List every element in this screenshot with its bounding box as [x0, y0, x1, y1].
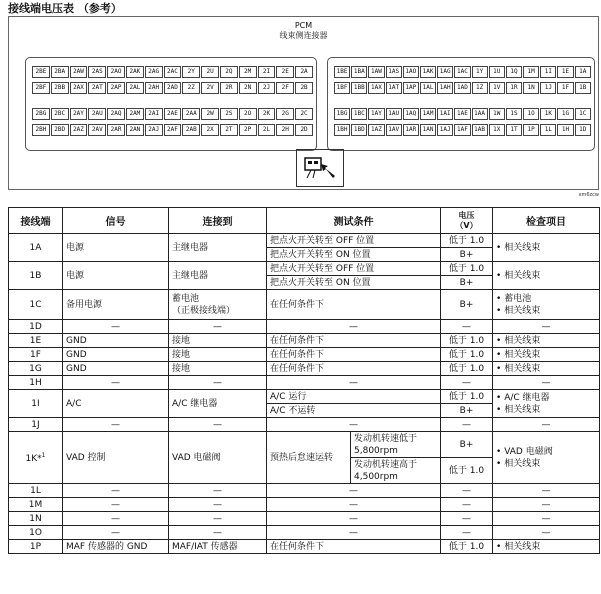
- connector-pin: 1X: [489, 124, 505, 136]
- connector-pin: 1AH: [437, 82, 453, 94]
- connector-pin: 2AH: [145, 82, 163, 94]
- header-voltage-unit: （V）: [455, 220, 478, 230]
- signal-cell: 电源: [63, 234, 169, 262]
- dash-cell: —: [441, 320, 493, 334]
- connector-pin: 2J: [258, 82, 276, 94]
- connector-pin: 1BD: [351, 124, 367, 136]
- condition-cell: 在任何条件下: [267, 540, 441, 554]
- connector-pin: 2AL: [126, 82, 144, 94]
- connected-to-cell: 接地: [169, 348, 267, 362]
- terminal-cell: 1N: [9, 512, 63, 526]
- dash-cell: —: [267, 526, 441, 540]
- connector-pin: 1Q: [506, 66, 522, 78]
- connector-pin: 2BF: [32, 82, 50, 94]
- connector-pin: 1F: [557, 82, 573, 94]
- dash-cell: —: [169, 376, 267, 390]
- terminal-cell: 1O: [9, 526, 63, 540]
- left-connector-block: [25, 57, 317, 151]
- table-row: [9, 290, 600, 320]
- table-row: [9, 498, 600, 512]
- check-cell: • VAD 电磁阀 • 相关线束: [493, 432, 600, 484]
- terminal-cell: 1A: [9, 234, 63, 262]
- signal-cell: VAD 控制: [63, 432, 169, 484]
- connector-pin: 1AB: [472, 124, 488, 136]
- dash-cell: —: [267, 320, 441, 334]
- connector-pin: 2V: [201, 82, 219, 94]
- connector-pin: 1R: [506, 82, 522, 94]
- connector-pin: 2T: [220, 124, 238, 136]
- connector-pin: 2AE: [164, 108, 182, 120]
- connector-pin: 1V: [489, 82, 505, 94]
- connected-to-cell: 接地: [169, 334, 267, 348]
- dash-cell: —: [63, 512, 169, 526]
- connector-pin: 2AS: [88, 66, 106, 78]
- connector-pin: 2K: [258, 108, 276, 120]
- connector-pin: 1AA: [472, 108, 488, 120]
- pin-row: [32, 108, 314, 120]
- voltage-cell: 低于 1.0: [441, 262, 493, 276]
- terminal-cell: 1M: [9, 498, 63, 512]
- pcm-label: [9, 21, 598, 41]
- connector-pin: 2AO: [107, 66, 125, 78]
- connector-pin: 1BF: [334, 82, 350, 94]
- connector-pin: 1AN: [420, 124, 436, 136]
- connector-pin: 1D: [575, 124, 591, 136]
- pin-row: [334, 66, 592, 78]
- connected-to-cell: 蓄电池 （正极接线端）: [169, 290, 267, 320]
- dash-cell: —: [267, 418, 441, 432]
- connector-pin: 2X: [201, 124, 219, 136]
- connector-pin: 1AP: [403, 82, 419, 94]
- voltage-cell: 低于 1.0: [441, 540, 493, 554]
- dash-cell: —: [267, 498, 441, 512]
- connector-pin: 1BG: [334, 108, 350, 120]
- right-connector-block: [327, 57, 595, 151]
- connector-pin: 2P: [239, 124, 257, 136]
- connector-pin: 1T: [506, 124, 522, 136]
- connector-pin: 2AK: [126, 66, 144, 78]
- connector-pin: 1AE: [454, 108, 470, 120]
- dash-cell: —: [493, 498, 600, 512]
- connector-pin: 1AD: [454, 82, 470, 94]
- signal-cell: A/C: [63, 390, 169, 418]
- pin-row: [334, 124, 592, 136]
- connector-pin: 1AL: [420, 82, 436, 94]
- connector-pin: 2AB: [182, 124, 200, 136]
- dash-cell: —: [441, 484, 493, 498]
- voltage-cell: B+: [441, 248, 493, 262]
- table-row: [9, 362, 600, 376]
- signal-cell: GND: [63, 334, 169, 348]
- connector-pin: 2AT: [88, 82, 106, 94]
- dash-cell: —: [63, 526, 169, 540]
- connector-pin: 2BC: [51, 108, 69, 120]
- connector-pin: 2G: [276, 108, 294, 120]
- signal-cell: MAF 传感器的 GND: [63, 540, 169, 554]
- dash-cell: —: [267, 484, 441, 498]
- table-row: [9, 540, 600, 554]
- connector-pin: 2W: [201, 108, 219, 120]
- connector-pin: 2C: [295, 108, 313, 120]
- connector-pin: 2O: [239, 108, 257, 120]
- connector-pin: 1AZ: [368, 124, 384, 136]
- dash-cell: —: [493, 320, 600, 334]
- voltage-cell: 低于 1.0: [441, 234, 493, 248]
- check-cell: • 相关线束: [493, 262, 600, 290]
- dash-cell: —: [169, 512, 267, 526]
- table-row: [9, 390, 600, 404]
- connector-pin: 2AQ: [107, 108, 125, 120]
- connector-pin: 1L: [540, 124, 556, 136]
- connector-pin: 1N: [523, 82, 539, 94]
- table-row: [9, 334, 600, 348]
- header-terminal: 接线端: [9, 208, 63, 234]
- condition-cell: 把点火开关转至 OFF 位置: [267, 262, 441, 276]
- connector-pin: 2S: [220, 108, 238, 120]
- connector-pin: 2D: [295, 124, 313, 136]
- connector-pin: 2AU: [88, 108, 106, 120]
- dash-cell: —: [169, 484, 267, 498]
- voltage-cell: 低于 1.0: [441, 348, 493, 362]
- condition-cell: 在任何条件下: [267, 348, 441, 362]
- condition-cell: 在任何条件下: [267, 334, 441, 348]
- dash-cell: —: [63, 320, 169, 334]
- connector-pin: 2Z: [182, 82, 200, 94]
- dash-cell: —: [63, 498, 169, 512]
- connector-pin: 1W: [489, 108, 505, 120]
- condition-cell: 把点火开关转至 ON 位置: [267, 276, 441, 290]
- connector-pin: 2AD: [164, 82, 182, 94]
- connector-pin: 2E: [276, 66, 294, 78]
- dash-cell: —: [63, 484, 169, 498]
- connector-pin: 2Y: [182, 66, 200, 78]
- connected-to-cell: 主继电器: [169, 234, 267, 262]
- connector-pin: 1Y: [472, 66, 488, 78]
- connector-pin: 1B: [575, 82, 591, 94]
- condition-cell: 发动机转速高于 4,500rpm: [351, 458, 441, 484]
- connector-pin: 2AP: [107, 82, 125, 94]
- connector-pin: 1G: [557, 108, 573, 120]
- dash-cell: —: [493, 376, 600, 390]
- connector-pin: 2BE: [32, 66, 50, 78]
- connector-pin: 2A: [295, 66, 313, 78]
- connector-pin: 2BG: [32, 108, 50, 120]
- connector-pin: 2Q: [220, 66, 238, 78]
- condition-cell: A/C 运行: [267, 390, 441, 404]
- connector-pin: 1H: [557, 124, 573, 136]
- table-row: [9, 348, 600, 362]
- condition-cell: A/C 不运转: [267, 404, 441, 418]
- dash-cell: —: [441, 418, 493, 432]
- connector-pin: 1AG: [437, 66, 453, 78]
- connector-pin: 1AK: [420, 66, 436, 78]
- connector-pin: 1S: [506, 108, 522, 120]
- pin-row: [32, 82, 314, 94]
- connector-pin: 1AQ: [403, 108, 419, 120]
- connector-pin: 1K: [540, 108, 556, 120]
- connector-pin: 2AJ: [145, 124, 163, 136]
- dash-cell: —: [169, 498, 267, 512]
- connector-pin: 1I: [540, 66, 556, 78]
- connector-caption: 线束侧连接器: [279, 31, 328, 40]
- voltage-cell: B+: [441, 432, 493, 458]
- connector-pin: 1AS: [386, 66, 402, 78]
- dash-cell: —: [493, 418, 600, 432]
- voltage-cell: 低于 1.0: [441, 390, 493, 404]
- connector-pin: 2BB: [51, 82, 69, 94]
- connector-pin: 2AI: [145, 108, 163, 120]
- dash-cell: —: [267, 376, 441, 390]
- check-cell: • 相关线束: [493, 348, 600, 362]
- connector-pin: 2AX: [70, 82, 88, 94]
- connected-to-cell: 接地: [169, 362, 267, 376]
- table-row: [9, 234, 600, 248]
- table-row: [9, 262, 600, 276]
- header-check-items: 检查项目: [493, 208, 600, 234]
- connector-pin: 1AR: [403, 124, 419, 136]
- check-cell: • 蓄电池 • 相关线束: [493, 290, 600, 320]
- connector-pin: 2AN: [126, 124, 144, 136]
- dash-cell: —: [441, 376, 493, 390]
- condition-cell: 把点火开关转至 ON 位置: [267, 248, 441, 262]
- connector-pin: 2U: [201, 66, 219, 78]
- connector-pin: 1P: [523, 124, 539, 136]
- terminal-cell: 1F: [9, 348, 63, 362]
- connector-pin: 1AM: [420, 108, 436, 120]
- connector-pin: 1BH: [334, 124, 350, 136]
- dash-cell: —: [169, 526, 267, 540]
- connector-pin: 2AM: [126, 108, 144, 120]
- pin-row: [334, 108, 592, 120]
- connector-pin: 1AC: [454, 66, 470, 78]
- terminal-cell: 1D: [9, 320, 63, 334]
- connected-to-cell: 主继电器: [169, 262, 267, 290]
- connector-pin: 2AF: [164, 124, 182, 136]
- terminal-cell: 1I: [9, 390, 63, 418]
- connector-pin: 1BB: [351, 82, 367, 94]
- pcm-title: PCM: [294, 21, 313, 30]
- check-cell: • A/C 继电器 • 相关线束: [493, 390, 600, 418]
- dash-cell: —: [169, 418, 267, 432]
- connector-pin: 2BA: [51, 66, 69, 78]
- voltage-cell: 低于 1.0: [441, 458, 493, 484]
- dash-cell: —: [63, 418, 169, 432]
- dash-cell: —: [267, 512, 441, 526]
- connector-figure: [8, 16, 599, 190]
- connector-pin: 2F: [276, 82, 294, 94]
- table-row: [9, 526, 600, 540]
- signal-cell: 电源: [63, 262, 169, 290]
- terminal-cell: 1J: [9, 418, 63, 432]
- connector-pin: 2AG: [145, 66, 163, 78]
- table-row: [9, 484, 600, 498]
- figure-code: xm6zcw: [578, 192, 599, 198]
- connector-pin: 1AI: [437, 108, 453, 120]
- condition-cell: 在任何条件下: [267, 362, 441, 376]
- connector-pin: 2AV: [88, 124, 106, 136]
- condition-main-cell: 预热后怠速运转: [267, 432, 351, 484]
- connected-to-cell: MAF/IAT 传感器: [169, 540, 267, 554]
- connector-pin: 2AW: [70, 66, 88, 78]
- check-cell: • 相关线束: [493, 234, 600, 262]
- dash-cell: —: [63, 376, 169, 390]
- terminal-voltage-table: [8, 207, 600, 554]
- connector-pin: 1J: [540, 82, 556, 94]
- connector-pin: 1C: [575, 108, 591, 120]
- connector-pin: 2AA: [182, 108, 200, 120]
- dash-cell: —: [169, 320, 267, 334]
- check-cell: • 相关线束: [493, 362, 600, 376]
- connector-pin: 1AU: [386, 108, 402, 120]
- connector-pin: 2M: [239, 66, 257, 78]
- connector-pin: 1AJ: [437, 124, 453, 136]
- header-connected-to: 连接到: [169, 208, 267, 234]
- signal-cell: 备用电源: [63, 290, 169, 320]
- connector-pin: 1AF: [454, 124, 470, 136]
- pin-row: [334, 82, 592, 94]
- terminal-cell: 1C: [9, 290, 63, 320]
- voltage-cell: B+: [441, 404, 493, 418]
- header-signal: 信号: [63, 208, 169, 234]
- connector-pin: 1U: [489, 66, 505, 78]
- terminal-cell: 1E: [9, 334, 63, 348]
- terminal-cell: 1G: [9, 362, 63, 376]
- header-test-condition: 测试条件: [267, 208, 441, 234]
- terminal-cell: 1K*$^1$: [9, 432, 63, 484]
- table-row: [9, 376, 600, 390]
- table-row: [9, 432, 600, 458]
- page-title: 接线端电压表 （参考）: [8, 2, 122, 15]
- connector-pin: 2I: [258, 66, 276, 78]
- pin-row: [32, 66, 314, 78]
- table-header-row: [9, 208, 600, 234]
- dash-cell: —: [493, 526, 600, 540]
- connector-pin: 2N: [239, 82, 257, 94]
- connector-pin: 1Z: [472, 82, 488, 94]
- terminal-cell: 1L: [9, 484, 63, 498]
- connector-pin: 1AV: [386, 124, 402, 136]
- connector-pin: 1BE: [334, 66, 350, 78]
- signal-cell: GND: [63, 348, 169, 362]
- signal-cell: GND: [63, 362, 169, 376]
- check-cell: • 相关线束: [493, 540, 600, 554]
- terminal-cell: 1H: [9, 376, 63, 390]
- connector-pin: 2BH: [32, 124, 50, 136]
- connected-to-cell: A/C 继电器: [169, 390, 267, 418]
- connector-pin: 2AZ: [70, 124, 88, 136]
- connected-to-cell: VAD 电磁阀: [169, 432, 267, 484]
- dash-cell: —: [441, 526, 493, 540]
- connector-plug-icon: [296, 149, 344, 187]
- voltage-cell: B+: [441, 276, 493, 290]
- connector-pin: 1AO: [403, 66, 419, 78]
- connector-pin: 1BA: [351, 66, 367, 78]
- table-row: [9, 512, 600, 526]
- connector-pin: 1AY: [368, 108, 384, 120]
- connector-pin: 2L: [258, 124, 276, 136]
- dash-cell: —: [441, 498, 493, 512]
- header-voltage-label: 电压: [458, 210, 475, 220]
- voltage-cell: B+: [441, 290, 493, 320]
- check-cell: • 相关线束: [493, 334, 600, 348]
- connector-pin: 2BD: [51, 124, 69, 136]
- connector-pin: 2AC: [164, 66, 182, 78]
- connector-pin: 1E: [557, 66, 573, 78]
- connector-pin: 2B: [295, 82, 313, 94]
- connector-pin: 1BC: [351, 108, 367, 120]
- table-row: [9, 320, 600, 334]
- connector-pin: 1AW: [368, 66, 384, 78]
- connector-pin: 2AR: [107, 124, 125, 136]
- dash-cell: —: [441, 512, 493, 526]
- connector-pin: 2AY: [70, 108, 88, 120]
- condition-cell: 在任何条件下: [267, 290, 441, 320]
- table-row: [9, 418, 600, 432]
- connector-pin: 1O: [523, 108, 539, 120]
- connector-pin: 1A: [575, 66, 591, 78]
- condition-cell: 把点火开关转至 OFF 位置: [267, 234, 441, 248]
- connector-pin: 1AT: [386, 82, 402, 94]
- connector-pin: 2R: [220, 82, 238, 94]
- terminal-cell: 1P: [9, 540, 63, 554]
- connector-pin: 1M: [523, 66, 539, 78]
- dash-cell: —: [493, 484, 600, 498]
- condition-cell: 发动机转速低于 5,800rpm: [351, 432, 441, 458]
- connector-pin: 1AX: [368, 82, 384, 94]
- pin-row: [32, 124, 314, 136]
- connector-pin: 2H: [276, 124, 294, 136]
- voltage-cell: 低于 1.0: [441, 362, 493, 376]
- header-voltage: [441, 208, 493, 234]
- voltage-cell: 低于 1.0: [441, 334, 493, 348]
- terminal-cell: 1B: [9, 262, 63, 290]
- dash-cell: —: [493, 512, 600, 526]
